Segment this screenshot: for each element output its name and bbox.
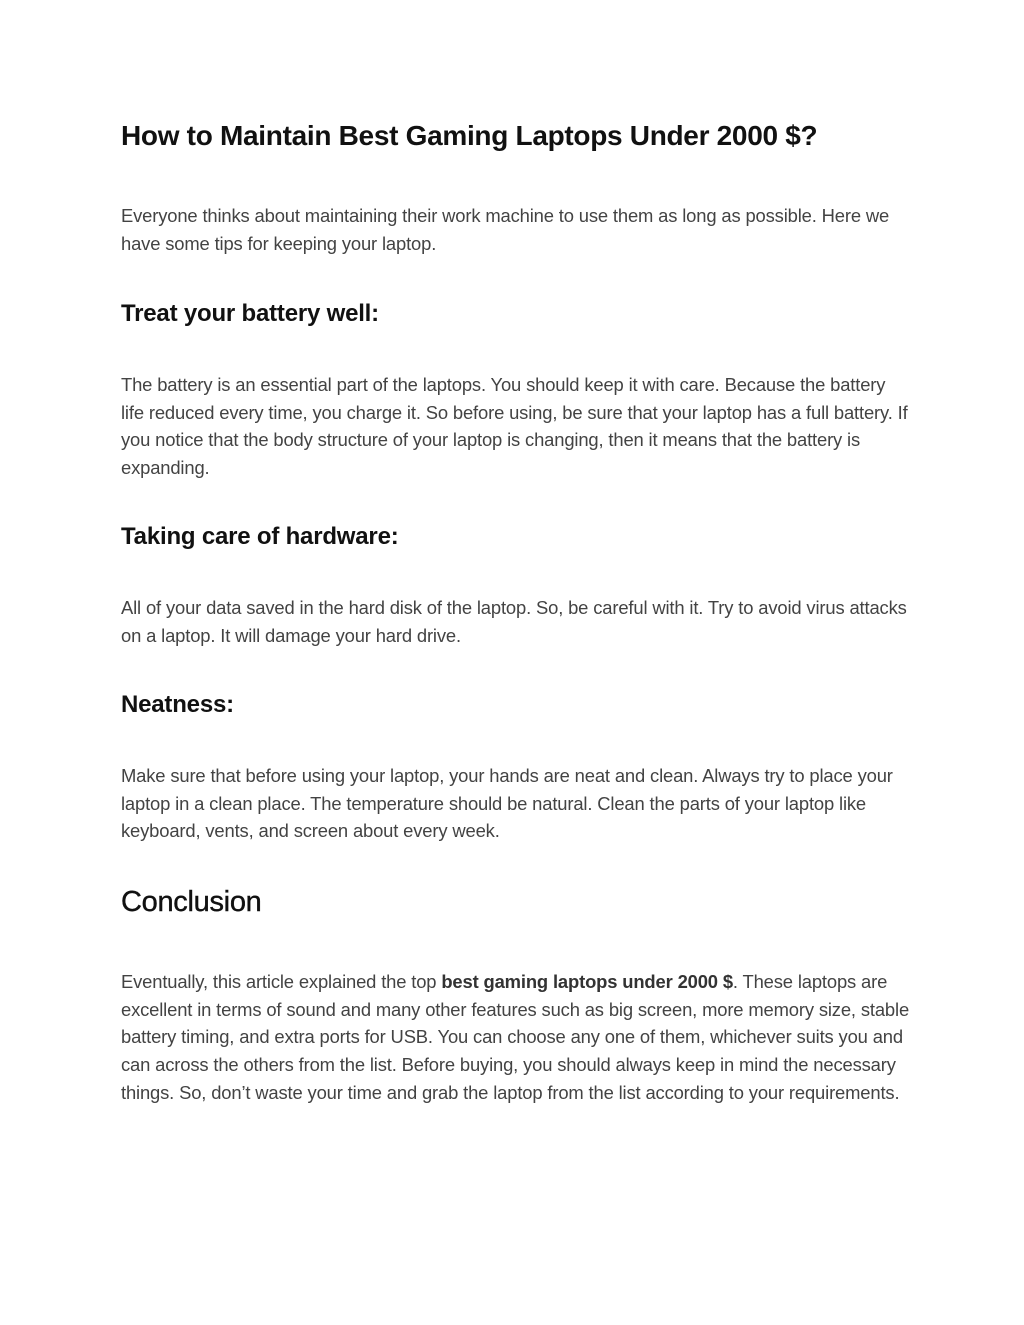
section-heading-neatness: Neatness: (121, 691, 234, 718)
section-body-battery: The battery is an essential part of the laptops. You should keep it with care. Because the battery life reduced every time, you charge it. So before using, be sure that your laptop has a full battery. If you notice that the body structure of your laptop is changing, then it means that the battery is expanding. (121, 374, 908, 479)
intro-paragraph: Everyone thinks about maintaining their work machine to use them as long as possible. Here we have some tips for keeping your laptop. (121, 205, 890, 254)
conclusion-text-end: . These laptops are excellent in terms of sound and many other features such as big screen, more memory size, stable battery timing, and extra ports for USB. You can choose any one of them, whichever suits you and can across the others from the list. Before buying, you should always keep in mind the necessary things. So, don’t waste your time and grab the laptop from the list according to your requirements. (121, 971, 910, 1103)
conclusion-bold-link-text: best gaming laptops under 2000 $ (441, 971, 733, 992)
section-heading-hardware: Taking care of hardware: (121, 523, 399, 550)
conclusion-heading: Conclusion (121, 886, 262, 918)
conclusion-paragraph (121, 968, 911, 1107)
page-title: How to Maintain Best Gaming Laptops Under 2000 $? (121, 120, 818, 151)
section-body-hardware: All of your data saved in the hard disk of the laptop. So, be careful with it. Try to avoid virus attacks on a laptop. It will damage your hard drive. (121, 597, 907, 646)
section-body-neatness: Make sure that before using your laptop, your hands are neat and clean. Always try to place your laptop in a clean place. The temperature should be natural. Clean the parts of your laptop like keyboard, vents, and screen about every week. (121, 765, 893, 842)
conclusion-text-start: Eventually, this article explained the top (121, 971, 442, 992)
section-heading-battery: Treat your battery well: (121, 300, 379, 327)
